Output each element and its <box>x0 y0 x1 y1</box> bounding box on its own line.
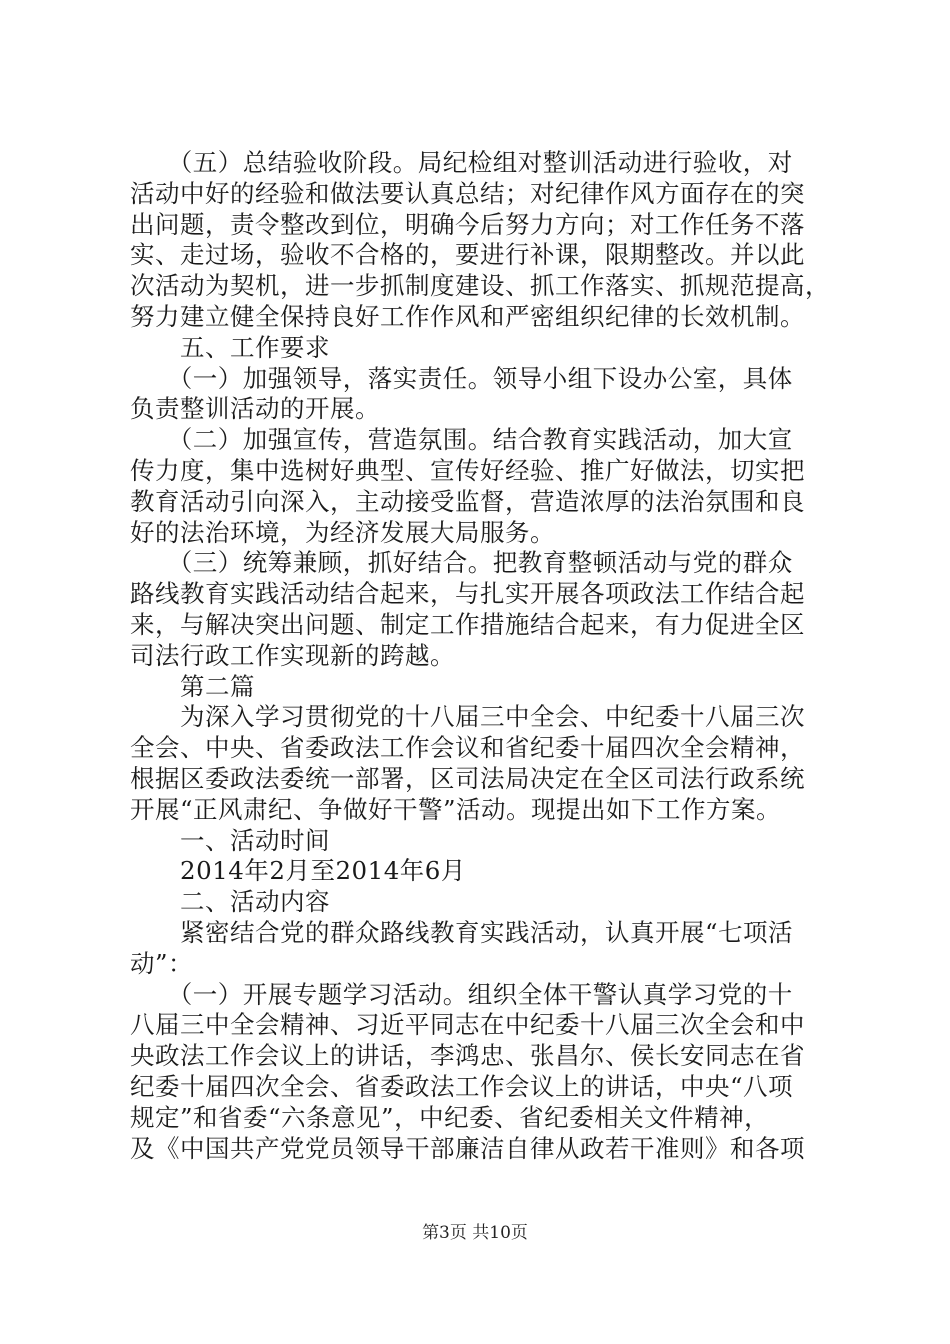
text-line: 司法行政工作实现新的跨越。 <box>130 640 455 670</box>
text-line: 次活动为契机，进一步抓制度建设、抓工作落实、抓规范提高， <box>130 271 830 301</box>
section-heading: 二、活动内容 <box>130 887 330 917</box>
text-line: 教育活动引向深入，主动接受监督，营造浓厚的法治氛围和良 <box>130 486 805 516</box>
text-line: 根据区委政法委统一部署，区司法局决定在全区司法行政系统 <box>130 763 805 793</box>
text-line: 来，与解决突出问题、制定工作措施结合起来，有力促进全区 <box>130 609 805 639</box>
text-line: 传力度，集中选树好典型、宣传好经验、推广好做法，切实把 <box>130 455 805 485</box>
text-line: 及《中国共产党党员领导干部廉洁自律从政若干准则》和各项 <box>130 1133 805 1163</box>
text-line: 出问题，责令整改到位，明确今后努力方向；对工作任务不落 <box>130 209 805 239</box>
section-heading: 五、工作要求 <box>130 332 330 362</box>
section-heading: 第二篇 <box>130 671 255 701</box>
text-line: （二）加强宣传，营造氛围。结合教育实践活动，加大宣 <box>130 425 793 455</box>
text-line: 负责整训活动的开展。 <box>130 394 380 424</box>
text-line: 实、走过场，验收不合格的，要进行补课，限期整改。并以此 <box>130 240 805 270</box>
text-line: 活动中好的经验和做法要认真总结；对纪律作风方面存在的突 <box>130 178 805 208</box>
text-line: 2014年2月至2014年6月 <box>130 856 466 886</box>
text-line: （三）统筹兼顾，抓好结合。把教育整顿活动与党的群众 <box>130 548 793 578</box>
document-body <box>130 148 835 1164</box>
text-line: 八届三中全会精神、习近平同志在中纪委十八届三次全会和中 <box>130 1010 805 1040</box>
text-line: 纪委十届四次全会、省委政法工作会议上的讲话，中央“八项 <box>130 1071 794 1101</box>
text-line: 好的法治环境，为经济发展大局服务。 <box>130 517 555 547</box>
text-line: （一）开展专题学习活动。组织全体干警认真学习党的十 <box>130 979 793 1009</box>
section-heading: 一、活动时间 <box>130 825 330 855</box>
text-line: 动”： <box>130 948 194 978</box>
text-line: （五）总结验收阶段。局纪检组对整训活动进行验收，对 <box>130 148 793 177</box>
text-line: 全会、中央、省委政法工作会议和省纪委十届四次全会精神， <box>130 733 805 763</box>
text-line: 努力建立健全保持良好工作作风和严密组织纪律的长效机制。 <box>130 301 805 331</box>
text-line: 央政法工作会议上的讲话，李鸿忠、张昌尔、侯长安同志在省 <box>130 1041 805 1071</box>
text-line: 为深入学习贯彻党的十八届三中全会、中纪委十八届三次 <box>130 702 805 732</box>
page-footer: 第3页 共10页 <box>422 1223 528 1243</box>
text-line: 紧密结合党的群众路线教育实践活动，认真开展“七项活 <box>130 917 794 947</box>
text-line: 规定”和省委“六条意见”，中纪委、省纪委相关文件精神， <box>130 1102 770 1132</box>
text-line: 开展“正风肃纪、争做好干警”活动。现提出如下工作方案。 <box>130 794 782 824</box>
text-line: 路线教育实践活动结合起来，与扎实开展各项政法工作结合起 <box>130 579 805 609</box>
text-line: （一）加强领导，落实责任。领导小组下设办公室，具体 <box>130 363 793 393</box>
